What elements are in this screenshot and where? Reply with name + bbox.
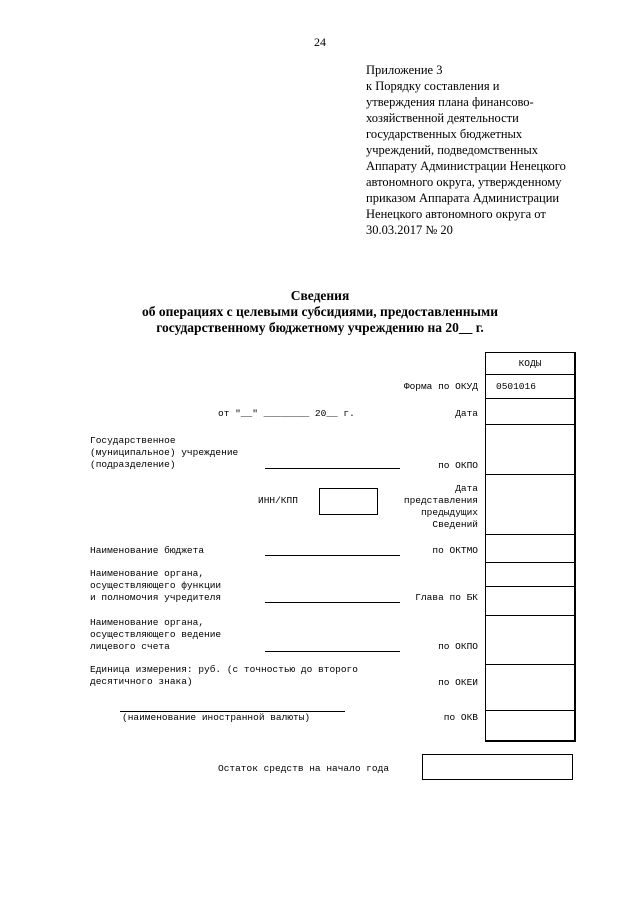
- appendix-line: 30.03.2017 № 20: [366, 223, 453, 237]
- okpo-2-code-cell[interactable]: [486, 615, 574, 664]
- founder-line: Наименование органа,: [90, 568, 205, 579]
- appendix-line: приказом Аппарата Администрации: [366, 191, 560, 205]
- okei-label: по ОКЕИ: [438, 677, 478, 688]
- budget-label: Наименование бюджета: [90, 545, 205, 556]
- glava-label: Глава по БК: [415, 592, 478, 603]
- balance-label: Остаток средств на начало года: [218, 763, 390, 774]
- institution-line: Государственное: [90, 435, 176, 446]
- okud-label: Форма по ОКУД: [403, 381, 478, 392]
- inn-kpp-label: ИНН/КПП: [258, 495, 298, 506]
- title-line-2: об операциях с целевыми субсидиями, предоставленными: [141, 304, 499, 319]
- okpo-label-1: по ОКПО: [438, 460, 478, 471]
- prev-date-label: [380, 483, 478, 531]
- okpo-code-cell[interactable]: [486, 424, 574, 474]
- document-title: [0, 288, 640, 336]
- appendix-line: Аппарату Администрации Ненецкого: [366, 159, 566, 173]
- appendix-block: [366, 62, 566, 238]
- okei-code-cell[interactable]: [486, 664, 574, 710]
- appendix-line: Ненецкого автономного округа от: [366, 207, 546, 221]
- date-line: от "__" ________ 20__ г.: [218, 408, 355, 419]
- oktmo-code-cell[interactable]: [486, 534, 574, 562]
- inn-kpp-box[interactable]: [319, 488, 378, 515]
- balance-box[interactable]: [422, 754, 573, 780]
- account-label: [90, 617, 221, 653]
- founder-input-line[interactable]: [265, 602, 400, 603]
- institution-line: (подразделение): [90, 459, 176, 470]
- budget-input-line[interactable]: [265, 555, 400, 556]
- prev-date-code-cell[interactable]: [486, 474, 574, 534]
- unit-line: десятичного знака): [90, 676, 193, 687]
- institution-label: [90, 435, 238, 471]
- title-line-3: государственному бюджетному учреждению на 20__ г.: [156, 320, 484, 335]
- account-line: осуществляющего ведение: [90, 629, 222, 640]
- codes-table: [485, 352, 576, 742]
- page-number: 24: [314, 35, 326, 49]
- account-input-line[interactable]: [265, 651, 400, 652]
- appendix-line: к Порядку составления и: [366, 79, 500, 93]
- okv-label: по ОКВ: [443, 712, 478, 723]
- institution-line: (муниципальное) учреждение: [90, 447, 239, 458]
- founder-line: и полномочия учредителя: [90, 592, 222, 603]
- date-code-cell[interactable]: [486, 398, 574, 424]
- glava-code-cell[interactable]: [486, 586, 574, 615]
- codes-header: КОДЫ: [518, 358, 542, 369]
- okpo-1-code-cell[interactable]: [486, 562, 574, 586]
- founder-line: осуществляющего функции: [90, 580, 222, 591]
- okv-code-cell[interactable]: [486, 710, 574, 740]
- prev-date-line: Дата: [455, 483, 478, 494]
- unit-line: Единица измерения: руб. (с точностью до второго: [90, 664, 358, 675]
- date-label: Дата: [455, 408, 478, 419]
- account-line: лицевого счета: [90, 641, 170, 652]
- appendix-line: утверждения плана финансово-: [366, 95, 534, 109]
- founder-label: [90, 568, 221, 604]
- okud-code-cell[interactable]: 0501016: [486, 374, 574, 398]
- appendix-line: учреждений, подведомственных: [366, 143, 539, 157]
- institution-input-line[interactable]: [265, 468, 400, 469]
- title-line-1: Сведения: [290, 288, 350, 303]
- prev-date-line: представления: [403, 495, 478, 506]
- account-line: Наименование органа,: [90, 617, 205, 628]
- prev-date-line: Сведений: [432, 519, 478, 530]
- unit-label: [90, 664, 358, 688]
- currency-label: (наименование иностранной валюты): [122, 712, 311, 723]
- appendix-line: государственных бюджетных: [366, 127, 523, 141]
- appendix-line: Приложение 3: [366, 63, 443, 77]
- appendix-line: автономного округа, утвержденному: [366, 175, 562, 189]
- okpo-label-2: по ОКПО: [438, 641, 478, 652]
- prev-date-line: предыдущих: [420, 507, 478, 518]
- appendix-line: хозяйственной деятельности: [366, 111, 519, 125]
- oktmo-label: по ОКТМО: [432, 545, 478, 556]
